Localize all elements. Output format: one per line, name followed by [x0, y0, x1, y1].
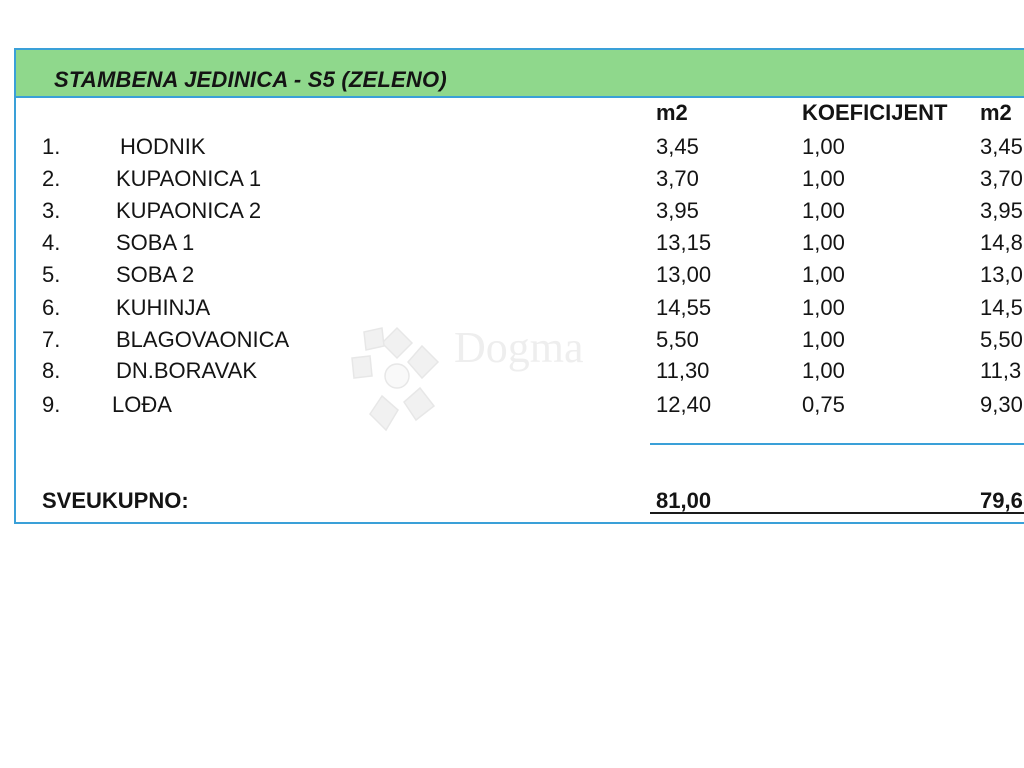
column-header-area: m2 — [656, 100, 688, 125]
room-name: KUPAONICA 1 — [116, 166, 262, 191]
room-net-area: 3,70 — [980, 166, 1023, 191]
watermark — [342, 318, 584, 443]
room-net-area: 14,8 — [980, 230, 1023, 255]
table-title: STAMBENA JEDINICA - S5 (ZELENO) — [54, 67, 447, 92]
table-row — [16, 166, 1024, 196]
row-number: 1. — [42, 134, 61, 159]
room-area: 13,00 — [656, 262, 712, 287]
total-label: SVEUKUPNO: — [42, 488, 189, 513]
table-row — [16, 134, 1024, 164]
room-area: 14,55 — [656, 295, 712, 320]
room-name: DN.BORAVAK — [116, 358, 257, 383]
room-coefficient: 1,00 — [802, 134, 845, 159]
total-separator-line — [650, 443, 1024, 445]
row-number: 8. — [42, 358, 61, 383]
title-bar — [16, 50, 1024, 98]
room-area: 3,95 — [656, 198, 699, 223]
room-coefficient: 1,00 — [802, 166, 845, 191]
flower-logo-icon — [342, 318, 452, 438]
room-net-area: 3,95 — [980, 198, 1023, 223]
area-table — [14, 48, 1024, 524]
room-net-area: 11,3 — [980, 358, 1022, 383]
room-area: 13,15 — [656, 230, 712, 255]
room-net-area: 9,30 — [980, 392, 1023, 417]
room-area: 11,30 — [656, 358, 710, 383]
table-row — [16, 230, 1024, 260]
room-name: BLAGOVAONICA — [116, 327, 290, 352]
table-row — [16, 262, 1024, 292]
room-coefficient: 1,00 — [802, 358, 845, 383]
room-name: SOBA 1 — [116, 230, 195, 255]
room-name: SOBA 2 — [116, 262, 195, 287]
table-row — [16, 392, 1024, 422]
row-number: 9. — [42, 392, 61, 417]
column-header-coefficient: KOEFICIJENT — [802, 100, 948, 125]
row-number: 7. — [42, 327, 61, 352]
room-area: 5,50 — [656, 327, 699, 352]
total-net-area: 79,6 — [980, 488, 1023, 513]
room-name: KUHINJA — [116, 295, 211, 320]
room-coefficient: 1,00 — [802, 262, 845, 287]
room-area: 3,45 — [656, 134, 699, 159]
room-net-area: 3,45 — [980, 134, 1023, 159]
watermark-text: Dogma — [454, 323, 584, 372]
room-coefficient: 0,75 — [802, 392, 845, 417]
total-area: 81,00 — [656, 488, 712, 513]
row-number: 2. — [42, 166, 61, 191]
room-name: LOĐA — [112, 392, 172, 417]
room-net-area: 13,0 — [980, 262, 1023, 287]
table-row — [16, 198, 1024, 228]
room-area: 3,70 — [656, 166, 699, 191]
room-net-area: 5,50 — [980, 327, 1023, 352]
total-underline — [650, 512, 1024, 514]
table-row — [16, 295, 1024, 325]
row-number: 5. — [42, 262, 61, 287]
room-area: 12,40 — [656, 392, 712, 417]
row-number: 4. — [42, 230, 61, 255]
row-number: 3. — [42, 198, 61, 223]
column-header-net-area: m2 — [980, 100, 1012, 125]
room-coefficient: 1,00 — [802, 198, 845, 223]
room-net-area: 14,5 — [980, 295, 1023, 320]
room-coefficient: 1,00 — [802, 327, 845, 352]
row-number: 6. — [42, 295, 61, 320]
room-coefficient: 1,00 — [802, 230, 845, 255]
room-coefficient: 1,00 — [802, 295, 845, 320]
room-name: KUPAONICA 2 — [116, 198, 262, 223]
room-name: HODNIK — [120, 134, 206, 159]
